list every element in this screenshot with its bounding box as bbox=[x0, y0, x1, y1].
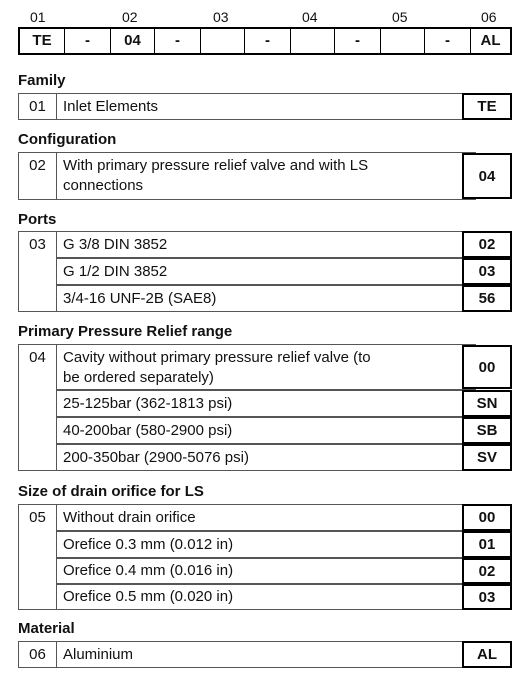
option-row bbox=[56, 258, 476, 285]
option-text: Orefice 0.3 mm (0.012 in) bbox=[63, 535, 234, 553]
option-text: With primary pressure relief valve and with LS connections bbox=[63, 157, 369, 194]
section-title-configuration: Configuration bbox=[18, 131, 117, 148]
option-row bbox=[56, 558, 476, 584]
option-row bbox=[56, 641, 476, 668]
section-title-material: Material bbox=[18, 620, 75, 637]
option-row bbox=[56, 417, 476, 444]
section-number: 05 bbox=[18, 504, 56, 610]
position-label: 03 bbox=[213, 9, 229, 25]
option-text: 200-350bar (2900-5076 psi) bbox=[63, 448, 249, 466]
code-separator: - bbox=[64, 29, 110, 53]
option-row bbox=[56, 444, 476, 471]
position-label: 05 bbox=[392, 9, 408, 25]
code-cell-family: TE bbox=[32, 32, 52, 49]
option-text: G 1/2 DIN 3852 bbox=[63, 262, 168, 280]
option-text: 25-125bar (362-1813 psi) bbox=[63, 394, 233, 412]
option-code: 04 bbox=[462, 153, 512, 199]
option-row bbox=[56, 231, 476, 258]
option-row bbox=[56, 390, 476, 417]
option-code: 03 bbox=[462, 584, 512, 610]
option-code: SV bbox=[462, 444, 512, 471]
option-text: Without drain orifice bbox=[63, 508, 196, 526]
type-code-row bbox=[18, 27, 512, 55]
option-row bbox=[56, 584, 476, 610]
option-text: 3/4-16 UNF-2B (SAE8) bbox=[63, 289, 217, 307]
option-code: 00 bbox=[462, 504, 512, 531]
option-row bbox=[56, 152, 476, 200]
option-code: AL bbox=[462, 641, 512, 668]
section-number: 06 bbox=[18, 641, 56, 668]
position-label: 06 bbox=[481, 9, 497, 25]
option-text: Inlet Elements bbox=[63, 97, 159, 115]
code-separator: - bbox=[154, 29, 200, 53]
option-text: Aluminium bbox=[63, 645, 134, 663]
option-text: Orefice 0.4 mm (0.016 in) bbox=[63, 562, 234, 579]
section-number: 01 bbox=[18, 93, 56, 120]
option-row bbox=[56, 531, 476, 558]
section-number: 04 bbox=[18, 344, 56, 471]
section-number: 03 bbox=[18, 231, 56, 312]
code-separator: - bbox=[334, 29, 380, 53]
position-label: 02 bbox=[122, 9, 138, 25]
type-code-positions bbox=[18, 9, 512, 27]
code-cell-config: 04 bbox=[110, 29, 154, 53]
code-separator: - bbox=[424, 29, 470, 53]
code-cell-material: AL bbox=[470, 29, 510, 53]
option-row bbox=[56, 93, 476, 120]
code-cell-orifice bbox=[380, 29, 424, 53]
option-code: 00 bbox=[462, 345, 512, 389]
section-title-ports: Ports bbox=[18, 211, 57, 228]
option-text: Cavity without primary pressure relief valve (to be ordered separately) bbox=[63, 349, 371, 386]
option-code: 01 bbox=[462, 531, 512, 558]
position-label: 04 bbox=[302, 9, 318, 25]
code-separator: - bbox=[244, 29, 290, 53]
position-label: 01 bbox=[30, 9, 46, 25]
option-row bbox=[56, 504, 476, 531]
option-code: 02 bbox=[462, 558, 512, 584]
option-code: 03 bbox=[462, 258, 512, 285]
section-number: 02 bbox=[18, 152, 56, 200]
code-cell-ports bbox=[200, 29, 244, 53]
option-code: 56 bbox=[462, 285, 512, 312]
option-row bbox=[56, 344, 476, 390]
section-title-drain-orifice: Size of drain orifice for LS bbox=[18, 483, 204, 500]
type-code-key bbox=[18, 9, 512, 55]
option-code: SN bbox=[462, 390, 512, 417]
option-row bbox=[56, 285, 476, 312]
option-text: 40-200bar (580-2900 psi) bbox=[63, 421, 233, 439]
section-title-family: Family bbox=[18, 72, 66, 89]
section-title-relief-range: Primary Pressure Relief range bbox=[18, 323, 233, 340]
option-code: SB bbox=[462, 417, 512, 444]
option-text: Orefice 0.5 mm (0.020 in) bbox=[63, 588, 234, 605]
option-code: TE bbox=[462, 93, 512, 120]
option-text: G 3/8 DIN 3852 bbox=[63, 235, 168, 253]
code-cell-relief bbox=[290, 29, 334, 53]
option-code: 02 bbox=[462, 231, 512, 258]
